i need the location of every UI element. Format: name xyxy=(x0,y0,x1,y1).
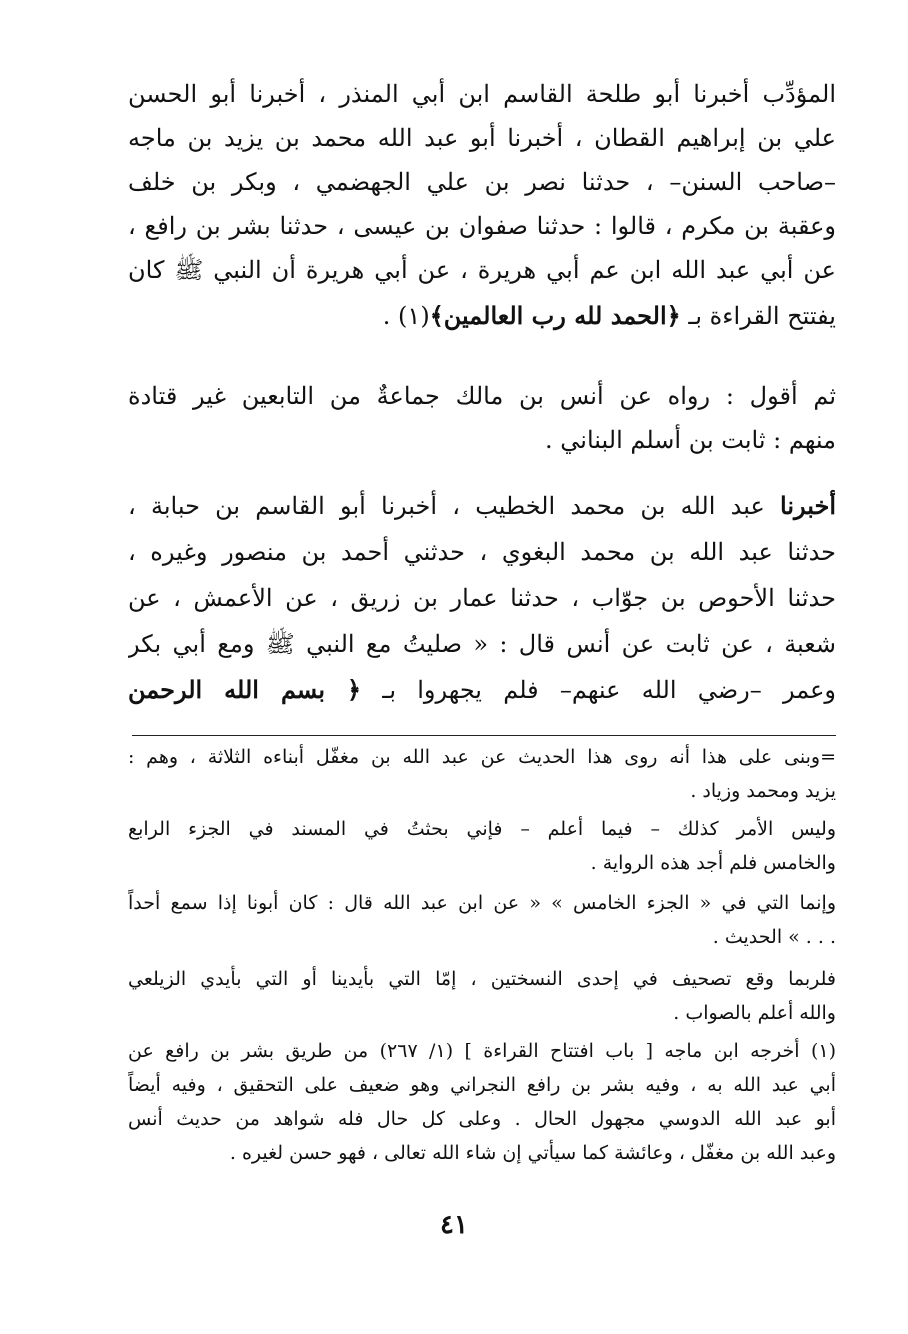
text-line xyxy=(128,486,836,530)
footnote-line: وعبد الله بن مغفّل ، وعائشة كما سيأتي إن شاء الله تعالى ، فهو حسن لغيره . xyxy=(229,1142,836,1164)
text-fragment: يفتتح القراءة بـ xyxy=(680,302,836,330)
text-line: حدثنا عبد الله بن محمد البغوي ، حدثني أحمد بن منصور وغيره ، xyxy=(128,538,836,566)
text-line xyxy=(128,670,836,714)
quran-quote: ﴿الحمد لله رب العالمين﴾ xyxy=(429,301,681,330)
footnote-line: فلربما وقع تصحيف في إحدى النسختين ، إمّا التي بأيدينا أو التي بأيدي الزيلعي xyxy=(128,968,836,990)
footnote-line: (١) أخرجه ابن ماجه [ باب افتتاح القراءة ] (١/ ٢٦٧) من طريق بشر بن رافع عن xyxy=(128,1040,836,1062)
footnote-line: والخامس فلم أجد هذه الرواية . xyxy=(590,852,836,874)
text-fragment: عبد الله بن محمد الخطيب ، أخبرنا أبو القاسم بن حبابة ، xyxy=(128,492,781,520)
footnote-separator xyxy=(132,735,836,736)
text-line: ثم أقول : رواه عن أنس بن مالك جماعةٌ من التابعين غير قتادة xyxy=(128,382,836,410)
footnote-line: والله أعلم بالصواب . xyxy=(673,1002,836,1024)
footnote-line: . . . » الحديث . xyxy=(712,926,836,948)
quran-quote: ﴿ بسم الله الرحمن xyxy=(128,675,362,704)
lead-word: أخبرنا xyxy=(780,491,836,520)
footnote-line: أبو عبد الله الدوسي مجهول الحال . وعلى كل حال فله شواهد من حديث أنس xyxy=(128,1108,836,1130)
text-line: عن أبي عبد الله ابن عم أبي هريرة ، عن أبي هريرة أن النبي ﷺ كان xyxy=(128,256,836,284)
footnote-line: =وبنى على هذا أنه روى هذا الحديث عن عبد الله بن مغفّل أبناءه الثلاثة ، وهم : xyxy=(128,746,836,768)
text-fragment: وعمر –رضي الله عنهم– فلم يجهروا بـ xyxy=(361,676,836,704)
text-line: المؤدِّب أخبرنا أبو طلحة القاسم ابن أبي المنذر ، أخبرنا أبو الحسن xyxy=(128,80,836,108)
footnote-reference: (١) . xyxy=(382,302,430,330)
text-line: حدثنا الأحوص بن جوّاب ، حدثنا عمار بن زريق ، عن الأعمش ، عن xyxy=(128,584,836,612)
footnote-line: وليس الأمر كذلك – فيما أعلم – فإني بحثتُ في المسند في الجزء الرابع xyxy=(128,818,836,840)
footnote-line: أبي عبد الله به ، وفيه بشر بن رافع النجراني وهو ضعيف على التحقيق ، وفيه أيضاً xyxy=(128,1074,836,1096)
footnote-line: وإنما التي في « الجزء الخامس » « عن ابن عبد الله قال : كان أبونا إذا سمع أحداً xyxy=(128,892,836,914)
text-line: علي بن إبراهيم القطان ، أخبرنا أبو عبد الله محمد بن يزيد بن ماجه xyxy=(128,124,836,152)
text-line: شعبة ، عن ثابت عن أنس قال : « صليتُ مع النبي ﷺ ومع أبي بكر xyxy=(128,630,836,658)
text-line: وعقبة بن مكرم ، قالوا : حدثنا صفوان بن عيسى ، حدثنا بشر بن رافع ، xyxy=(128,212,836,240)
text-line xyxy=(128,296,836,340)
text-line: –صاحب السنن– ، حدثنا نصر بن علي الجهضمي ، وبكر بن خلف xyxy=(128,168,836,196)
page-number: ٤١ xyxy=(440,1210,468,1240)
footnote-line: يزيد ومحمد وزياد . xyxy=(690,780,836,802)
text-line: منهم : ثابت بن أسلم البناني . xyxy=(545,426,836,454)
